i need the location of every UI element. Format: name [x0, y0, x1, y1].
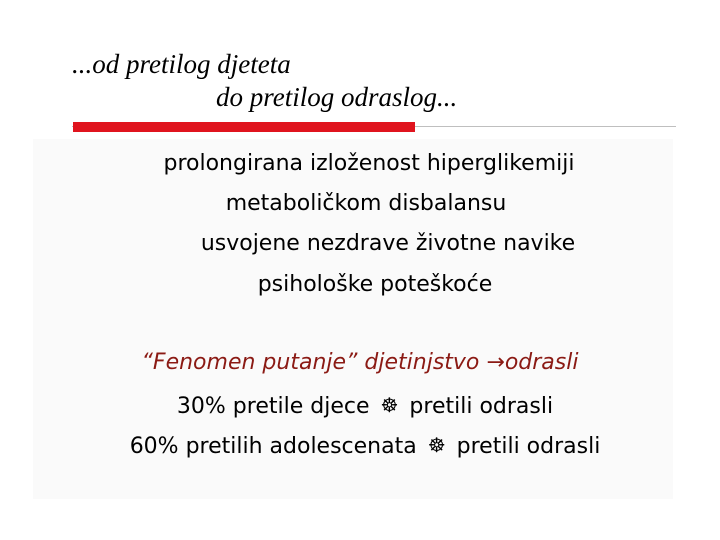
stat-right: pretili odrasli	[409, 394, 554, 419]
bullet-item: psihološke poteškoće	[257, 272, 493, 297]
stat-left: 60% pretilih adolescenata	[129, 434, 417, 459]
bullet-item: usvojene nezdrave životne navike	[200, 231, 576, 256]
stat-left: 30% pretile djece	[176, 394, 370, 419]
slide-title-line1: ...od pretilog djeteta	[72, 49, 291, 79]
stat-line	[0, 433, 720, 459]
bullet-item: metaboličkom disbalansu	[225, 191, 507, 216]
highlight-statement: “Fenomen putanje” djetinjstvo →odrasli	[141, 350, 579, 375]
stat-right: pretili odrasli	[456, 434, 601, 459]
title-accent-bar	[73, 122, 415, 132]
slide-title-line2: do pretilog odraslog...	[216, 82, 458, 112]
wheel-icon: ☸	[380, 393, 399, 417]
wheel-icon: ☸	[427, 433, 446, 457]
stat-line	[0, 393, 720, 419]
bullet-item: prolongirana izloženost hiperglikemiji	[163, 151, 575, 176]
